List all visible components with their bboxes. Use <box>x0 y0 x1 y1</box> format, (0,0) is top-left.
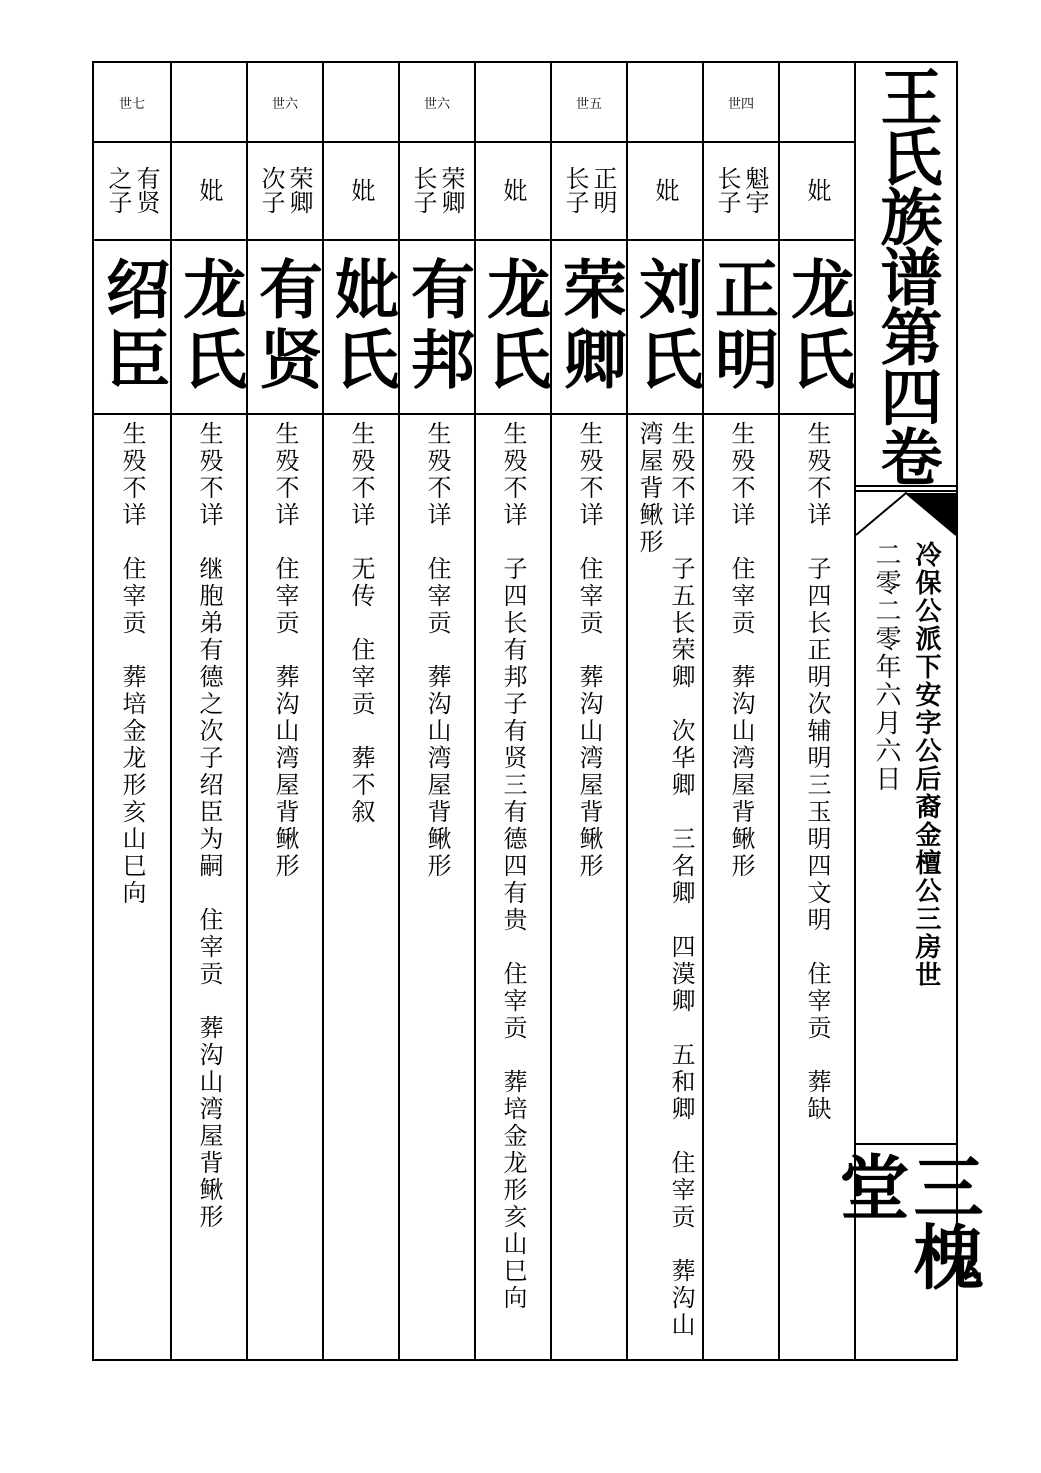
person-detail: 生殁不详 继胞弟有德之次子绍臣为嗣 住宰贡 葬沟山湾屋背鳅形 <box>195 421 223 1231</box>
person-detail: 生殁不详 子五长荣卿 次华卿 三名卿 四漠卿 五和卿 住宰贡 葬沟山湾屋背鳅形 <box>635 421 695 1339</box>
entry-column <box>248 63 324 1359</box>
person-name: 有贤 <box>248 256 323 396</box>
relation-cell <box>628 141 702 241</box>
name-cell <box>172 239 246 415</box>
name-cell <box>400 239 474 415</box>
person-detail: 生殁不详 子四长有邦子有贤三有德四有贵 住宰贡 葬培金龙形亥山巳向 <box>499 421 527 1312</box>
person-name: 有邦 <box>400 256 475 396</box>
relation-text: 有贤 之子 <box>104 166 160 214</box>
relation-text: 荣卿 长子 <box>409 166 465 214</box>
entry-column <box>324 63 400 1359</box>
person-name: 妣氏 <box>324 256 399 396</box>
relation-cell <box>324 141 398 241</box>
generation-label: 世六 <box>248 63 322 143</box>
detail-cell <box>704 413 778 1359</box>
name-cell <box>94 239 170 415</box>
person-detail: 生殁不详 住宰贡 葬沟山湾屋背鳅形 <box>727 421 755 880</box>
detail-cell <box>248 413 322 1359</box>
person-detail: 生殁不详 住宰贡 葬沟山湾屋背鳅形 <box>423 421 451 880</box>
lineage-subtitle: 冷保公派下安字公后裔金檀公三房世 <box>911 541 941 989</box>
name-cell <box>628 239 702 415</box>
compile-date: 二零二零年六月六日 <box>871 541 901 793</box>
relation-cell <box>400 141 474 241</box>
person-detail: 生殁不详 子四长正明次辅明三玉明四文明 住宰贡 葬缺 <box>803 421 831 1123</box>
hall-name: 三槐堂 <box>828 1151 985 1291</box>
name-cell <box>476 239 550 415</box>
name-cell <box>704 239 778 415</box>
book-title: 王氏族谱第四卷 <box>870 65 943 485</box>
name-cell <box>248 239 322 415</box>
fishtail-ornament <box>856 485 956 541</box>
generation-label: 世六 <box>400 63 474 143</box>
relation-text: 荣卿 次子 <box>257 166 313 214</box>
relation-text: 妣 <box>803 178 831 202</box>
generation-label <box>628 63 702 143</box>
entry-column <box>476 63 552 1359</box>
entry-column <box>400 63 476 1359</box>
relation-cell <box>94 141 170 241</box>
person-detail: 生殁不详 住宰贡 葬沟山湾屋背鳅形 <box>271 421 299 880</box>
person-detail: 生殁不详 无传 住宰贡 葬不叙 <box>347 421 375 826</box>
relation-text: 妣 <box>347 178 375 202</box>
detail-cell <box>172 413 246 1359</box>
person-name: 龙氏 <box>172 256 247 396</box>
relation-text: 妣 <box>499 178 527 202</box>
person-detail: 生殁不详 住宰贡 葬沟山湾屋背鳅形 <box>575 421 603 880</box>
name-cell <box>780 239 854 415</box>
relation-text: 妣 <box>195 178 223 202</box>
side-panel <box>828 63 985 1359</box>
entry-column <box>628 63 704 1359</box>
name-cell <box>552 239 626 415</box>
subtitle-block <box>856 541 956 1141</box>
generation-label <box>780 63 854 143</box>
relation-cell <box>552 141 626 241</box>
detail-cell <box>628 413 702 1359</box>
relation-cell <box>704 141 778 241</box>
person-detail: 生殁不详 住宰贡 葬培金龙形亥山巳向 <box>118 421 146 907</box>
name-cell <box>324 239 398 415</box>
fishtail-band <box>856 485 956 541</box>
person-name: 正明 <box>704 256 779 396</box>
genealogy-page <box>92 61 985 1361</box>
detail-cell <box>94 413 170 1359</box>
detail-cell <box>476 413 550 1359</box>
person-name: 荣卿 <box>552 256 627 396</box>
detail-cell <box>552 413 626 1359</box>
generation-label <box>324 63 398 143</box>
relation-text: 妣 <box>651 178 679 202</box>
generation-label <box>476 63 550 143</box>
relation-cell <box>172 141 246 241</box>
person-name: 龙氏 <box>476 256 551 396</box>
relation-cell <box>476 141 550 241</box>
generation-label: 世四 <box>704 63 778 143</box>
generation-label: 世五 <box>552 63 626 143</box>
relation-text: 正明 长子 <box>561 166 617 214</box>
entry-column <box>704 63 780 1359</box>
detail-cell <box>400 413 474 1359</box>
relation-text: 魁宇 长子 <box>713 166 769 214</box>
relation-cell <box>780 141 854 241</box>
entry-column <box>94 63 172 1359</box>
relation-cell <box>248 141 322 241</box>
generation-label: 世七 <box>94 63 170 143</box>
entry-column <box>172 63 248 1359</box>
book-title-cell <box>856 63 956 487</box>
person-name: 刘氏 <box>628 256 703 396</box>
person-name: 龙氏 <box>780 256 855 396</box>
generation-label <box>172 63 246 143</box>
hall-name-cell <box>828 1143 985 1359</box>
entry-column <box>552 63 628 1359</box>
detail-cell <box>324 413 398 1359</box>
person-name: 绍臣 <box>95 256 170 396</box>
